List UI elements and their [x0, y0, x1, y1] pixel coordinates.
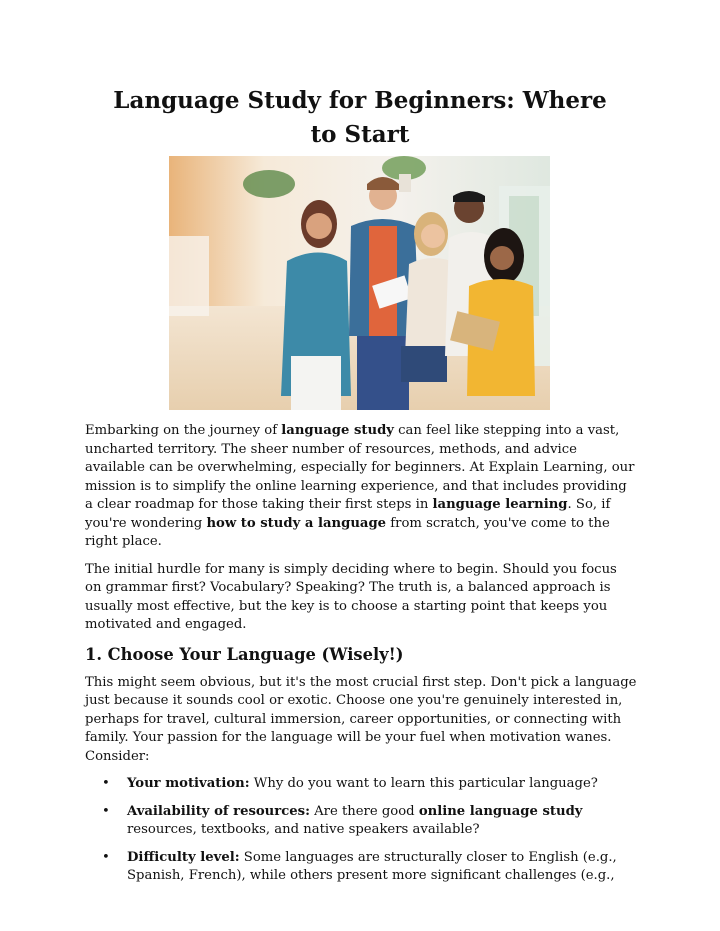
list-item: [85, 775, 637, 794]
list-item: [85, 803, 637, 840]
students-photo: [169, 156, 550, 410]
list-item-label: Availability of resources:: [127, 803, 310, 819]
bullet-marker: •: [102, 776, 110, 791]
page-title: Language Study for Beginners: Where to Start: [113, 87, 607, 148]
section-paragraph: This might seem obvious, but it's the most crucial first step. Don't pick a language just because it sounds cool or exotic. Choose one you're genuinely interested in, perhaps for travel, cultural immersion, career opportunities, or connecting with family. Your passion for the language will be your fuel when motivation wanes. Consider:: [85, 674, 637, 764]
intro-text-1: Embarking on the journey of: [85, 423, 282, 438]
list-item: [85, 849, 637, 886]
intro-paragraph: [85, 422, 637, 552]
article-body: [85, 422, 637, 895]
list-item-label: Difficulty level:: [127, 849, 240, 865]
keyword-language-learning: language learning: [432, 497, 568, 512]
consider-list: [85, 775, 637, 886]
bullet-marker: •: [102, 803, 110, 819]
section-heading: 1. Choose Your Language (Wisely!): [85, 644, 404, 664]
list-item-text: Some languages are structurally closer to English (e.g., Spanish, French), while others present more significant challenges (e.g.,: [127, 849, 617, 883]
intro-text-4: from scratch, you've come to the right place.: [85, 515, 610, 549]
keyword-how-to-study: how to study a language: [206, 515, 387, 531]
list-item-text: Are there good: [309, 803, 419, 819]
second-paragraph: The initial hurdle for many is simply deciding where to begin. Should you focus on grammar first? Vocabulary? Speaking? The truth is, a balanced approach is usually most effective, but the key is to choose a starting point that keeps you motivated and engaged.: [85, 561, 617, 632]
keyword-online-language-study: online language study: [418, 803, 583, 819]
students-illustration: [169, 156, 550, 410]
list-item-label: Your motivation:: [127, 776, 250, 791]
keyword-language-study: language study: [281, 423, 394, 438]
intro-text-2: can feel like stepping into a vast, uncharted territory. The sheer number of resources, methods, and advice available can be overwhelming, especially for beginners. At Explain Learning, our mission is to simplify the online learning experience, and that includes providing a clear roadmap for those taking their first steps in: [85, 423, 635, 512]
list-item-text: Why do you want to learn this particular language?: [249, 776, 598, 791]
bullet-marker: •: [102, 849, 110, 865]
list-item-text: resources, textbooks, and native speakers available?: [127, 822, 480, 837]
intro-text-3: . So, if you're wondering: [85, 497, 611, 531]
